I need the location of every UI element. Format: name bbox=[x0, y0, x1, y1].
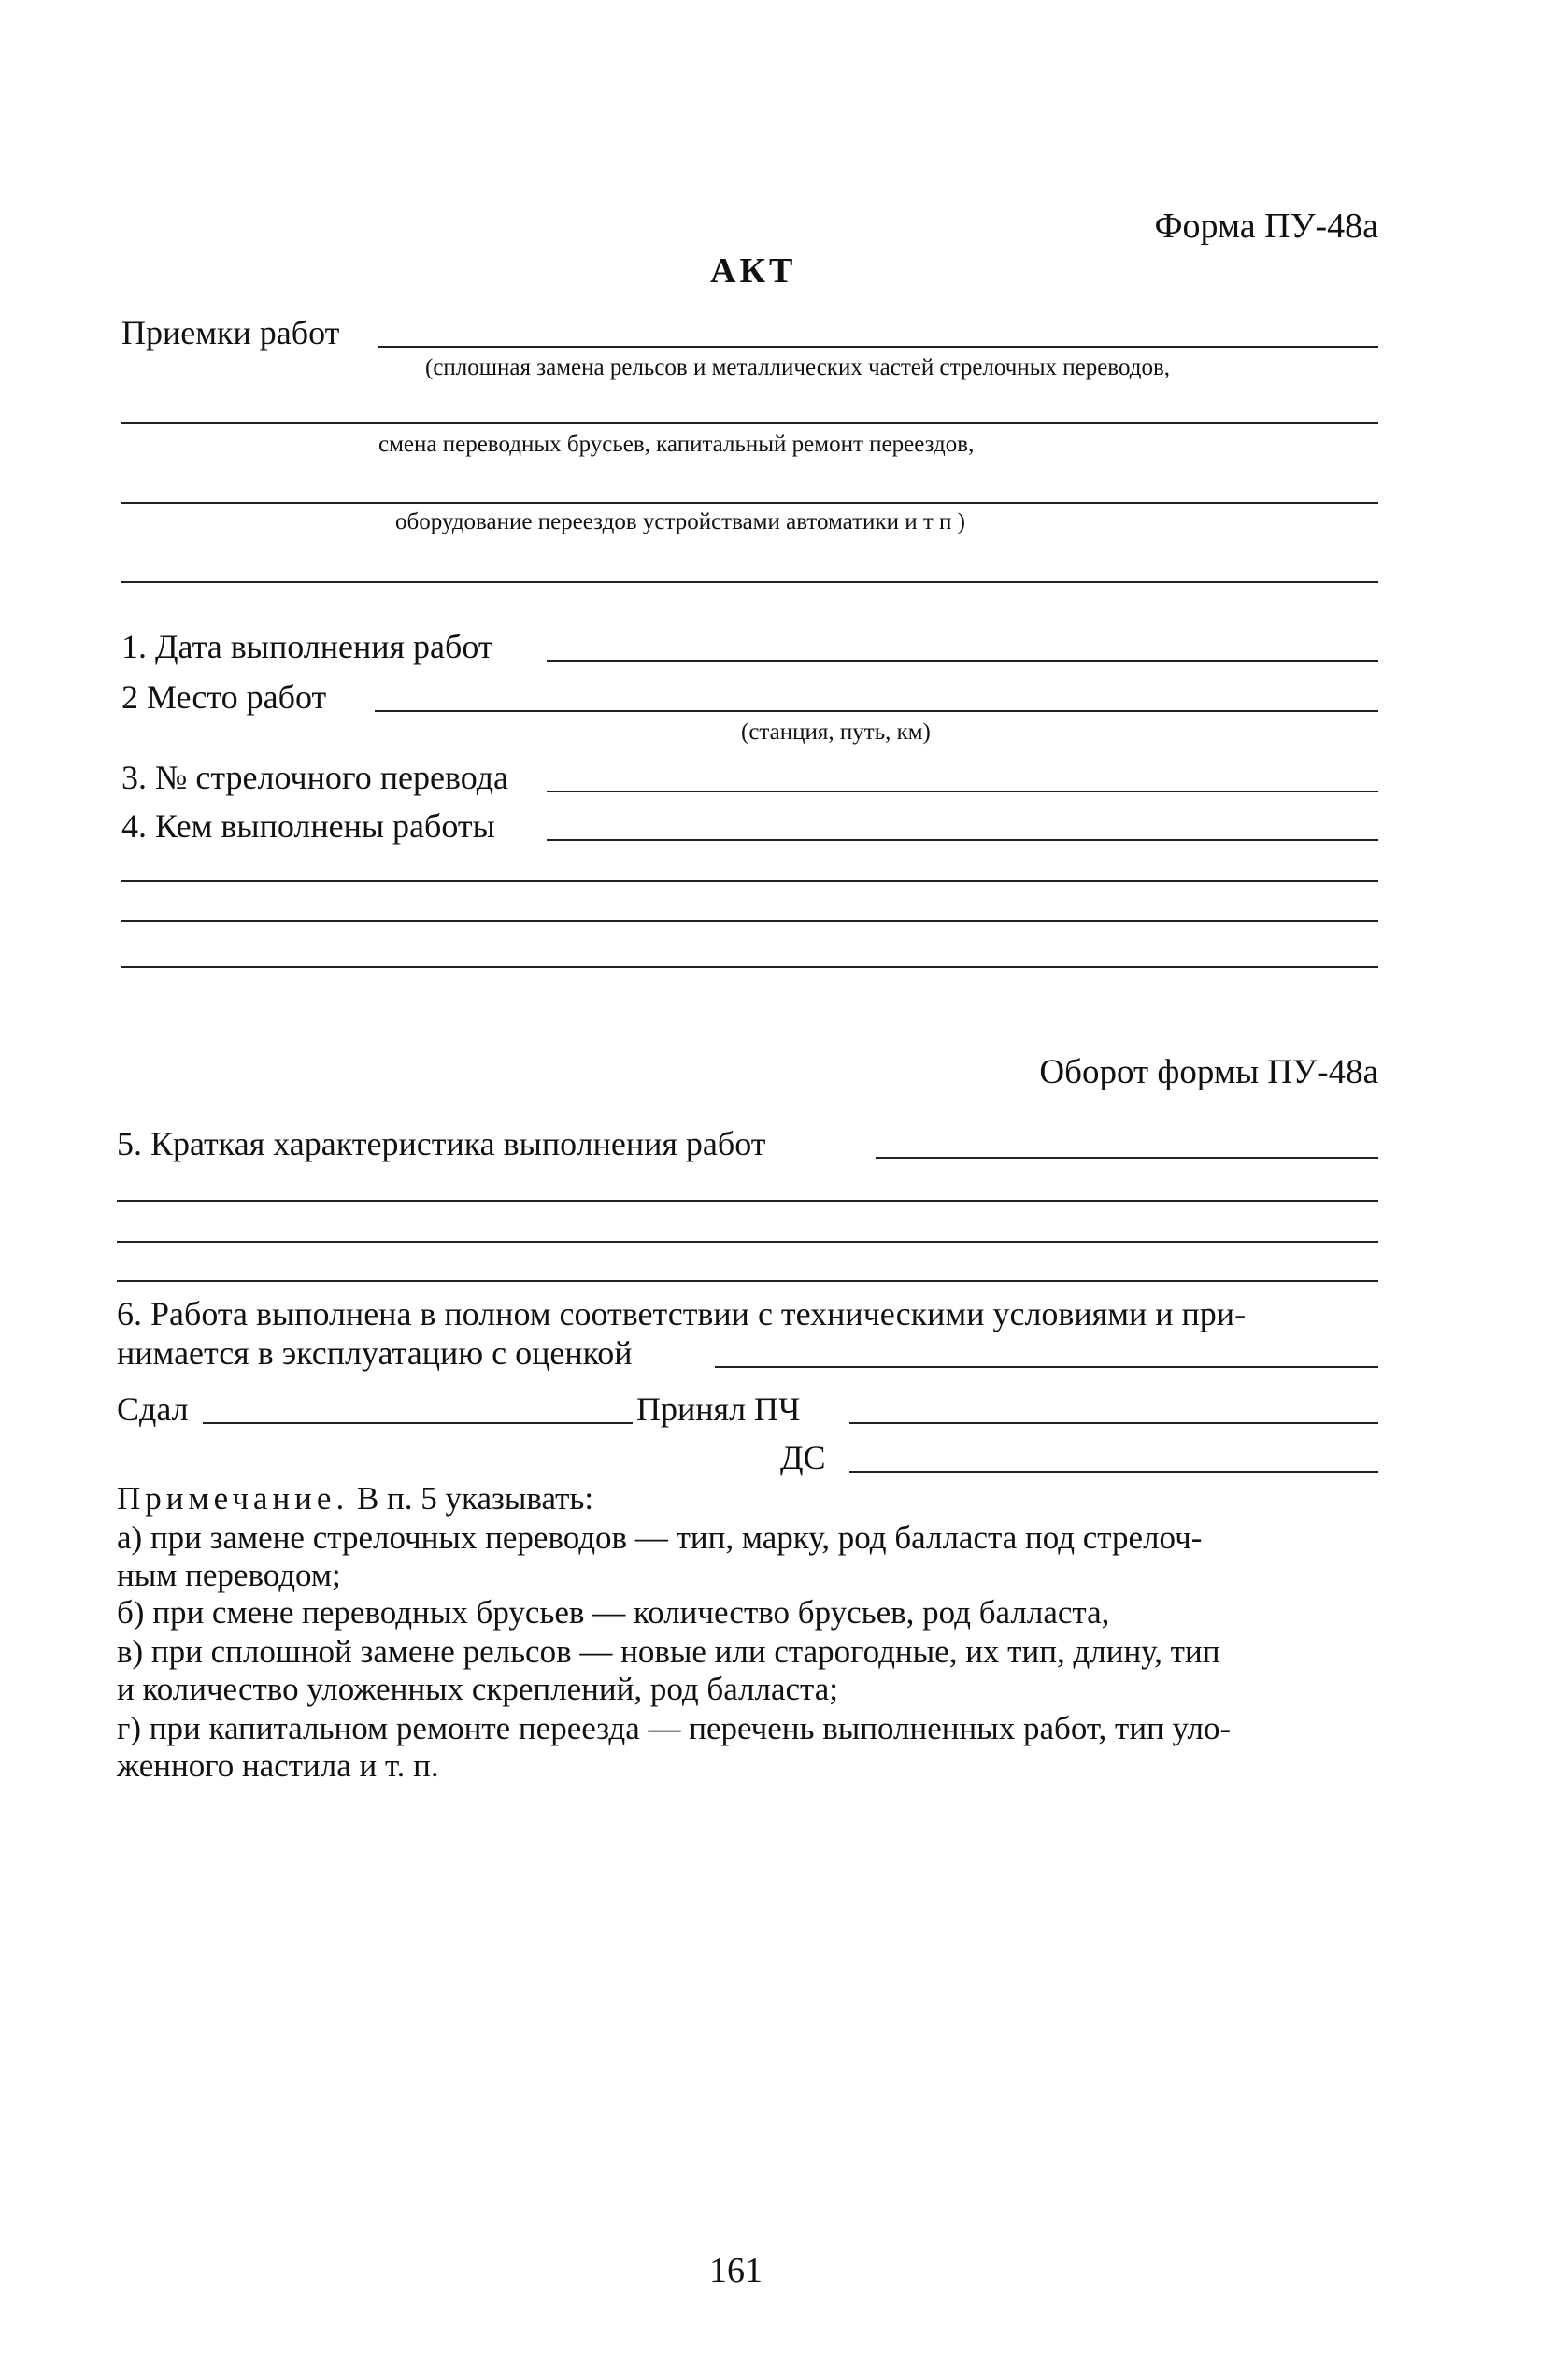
item-4-label: 4. Кем выполнены работы bbox=[121, 807, 495, 845]
acceptance-hint-3: оборудование переездов устройствами автоматики и т п ) bbox=[395, 509, 965, 534]
note-a-line-2: ным переводом; bbox=[117, 1557, 341, 1593]
item-6-grade-field-line[interactable] bbox=[715, 1366, 1378, 1368]
note-d-line-2: женного настила и т. п. bbox=[117, 1747, 439, 1784]
item-3-field-line[interactable] bbox=[547, 791, 1378, 792]
note-intro: В п. 5 указывать: bbox=[349, 1480, 594, 1517]
acceptance-label: Приемки работ bbox=[121, 314, 340, 351]
note-label: Примечание. bbox=[117, 1480, 349, 1517]
note-heading bbox=[117, 1480, 1378, 1517]
item-3-label: 3. № стрелочного перевода bbox=[121, 759, 508, 796]
item-5-field-line-4[interactable] bbox=[117, 1280, 1378, 1282]
item-2-label: 2 Место работ bbox=[121, 678, 327, 716]
acceptance-field-line-3[interactable] bbox=[121, 502, 1378, 504]
acceptance-field-line[interactable] bbox=[378, 346, 1378, 348]
page-number: 161 bbox=[709, 2251, 763, 2290]
item-1-label: 1. Дата выполнения работ bbox=[121, 628, 493, 665]
item-6-line-1: 6. Работа выполнена в полном соответствии с техническими условиями и при- bbox=[117, 1295, 1247, 1332]
ds-signature-line[interactable] bbox=[849, 1471, 1378, 1473]
item-5-field-line-2[interactable] bbox=[117, 1200, 1378, 1202]
note-d-line-1: г) при капитальном ремонте переезда — перечень выполненных работ, тип уло- bbox=[117, 1710, 1232, 1746]
note-c-line-1: в) при сплошной замене рельсов — новые или старогодные, их тип, длину, тип bbox=[117, 1633, 1220, 1670]
accepted-pch-signature-line[interactable] bbox=[849, 1422, 1378, 1424]
document-title: АКТ bbox=[710, 251, 797, 291]
item-4-field-line-2[interactable] bbox=[121, 880, 1378, 882]
item-5-field-line-3[interactable] bbox=[117, 1241, 1378, 1243]
item-1-field-line[interactable] bbox=[547, 660, 1378, 662]
note-b: б) при смене переводных брусьев — количество брусьев, род балласта, bbox=[117, 1594, 1110, 1631]
item-6-line-2: нимается в эксплуатацию с оценкой bbox=[117, 1334, 633, 1372]
acceptance-field-line-2[interactable] bbox=[121, 422, 1378, 424]
acceptance-hint-2: смена переводных брусьев, капитальный ремонт переездов, bbox=[378, 432, 975, 457]
item-4-field-line[interactable] bbox=[547, 839, 1378, 841]
ds-label: ДС bbox=[780, 1439, 826, 1476]
handed-over-label: Сдал bbox=[117, 1390, 189, 1428]
item-5-label: 5. Краткая характеристика выполнения работ bbox=[117, 1125, 766, 1162]
accepted-pch-label: Принял ПЧ bbox=[636, 1390, 801, 1428]
item-2-hint: (станция, путь, км) bbox=[741, 719, 931, 745]
note-c-line-2: и количество уложенных скреплений, род балласта; bbox=[117, 1671, 839, 1707]
item-4-field-line-4[interactable] bbox=[121, 966, 1378, 968]
note-a-line-1: а) при замене стрелочных переводов — тип, марку, род балласта под стрелоч- bbox=[117, 1519, 1203, 1556]
handed-over-signature-line[interactable] bbox=[203, 1422, 633, 1424]
acceptance-field-line-4[interactable] bbox=[121, 581, 1378, 583]
acceptance-hint-1: (сплошная замена рельсов и металлических частей стрелочных переводов, bbox=[425, 355, 1170, 380]
item-4-field-line-3[interactable] bbox=[121, 920, 1378, 922]
reverse-form-title: Оборот формы ПУ-48а bbox=[1039, 1053, 1378, 1091]
form-code: Форма ПУ-48а bbox=[1154, 207, 1378, 246]
item-2-field-line[interactable] bbox=[375, 710, 1378, 712]
document-page bbox=[117, 0, 1378, 2379]
item-5-field-line[interactable] bbox=[876, 1157, 1378, 1159]
